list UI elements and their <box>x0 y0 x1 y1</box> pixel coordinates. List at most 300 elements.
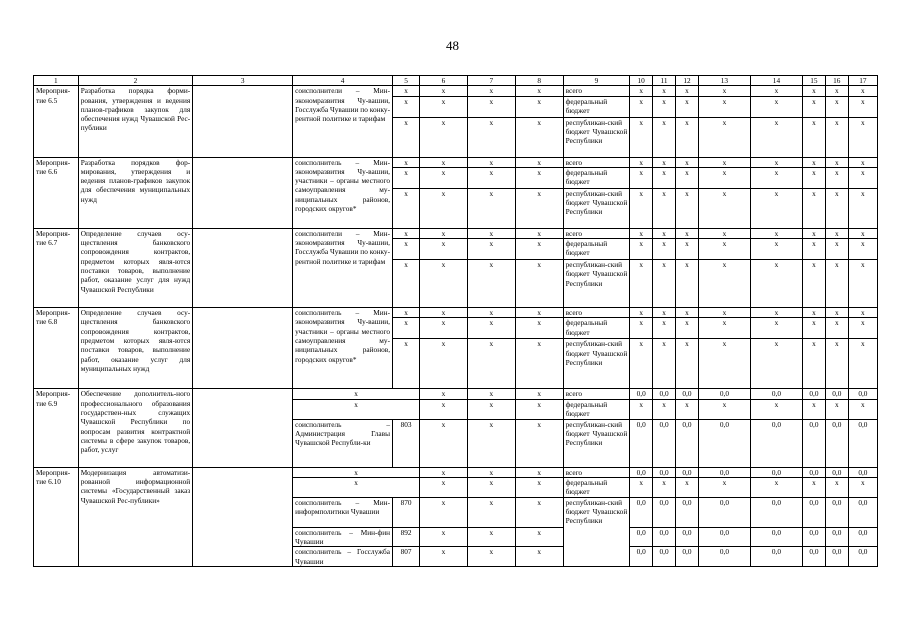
value-cell: x <box>420 239 468 260</box>
grbs-code: 807 <box>393 547 420 567</box>
value-cell: x <box>750 188 802 228</box>
value-cell: 0,0 <box>848 389 877 399</box>
value-cell: 0,0 <box>848 547 877 567</box>
value-cell: x <box>420 478 468 498</box>
value-cell: 0,0 <box>698 467 750 477</box>
value-cell: x <box>802 117 825 157</box>
value-cell: x <box>515 339 563 389</box>
value-cell: x <box>802 86 825 96</box>
header-cell: 2 <box>78 76 192 86</box>
value-cell: 0,0 <box>825 467 848 477</box>
value-cell: x <box>515 86 563 96</box>
source-federal: федеральный бюджет <box>563 399 630 419</box>
event-name: Модернизация автоматизи-рованной информационной системы «Государственный заказ Чувашской Рес-публики» <box>78 467 192 566</box>
value-cell: x <box>630 86 653 96</box>
event-name: Определение случаев осу-ществления банковского сопровождения контрактов, предметом которых явля-ются поставки товаров, выполнение работ, оказание услуг для муниципальных нужд <box>78 308 192 389</box>
value-cell: x <box>825 167 848 188</box>
value-cell: 0,0 <box>653 527 676 547</box>
value-cell: x <box>515 318 563 339</box>
value-cell: 0,0 <box>653 419 676 467</box>
value-cell: x <box>467 157 515 167</box>
value-cell: x <box>467 260 515 308</box>
value-cell: x <box>515 228 563 238</box>
value-cell: x <box>393 167 420 188</box>
value-cell: 0,0 <box>802 527 825 547</box>
value-cell: x <box>848 260 877 308</box>
value-cell: x <box>393 86 420 96</box>
value-cell: x <box>467 188 515 228</box>
value-cell: x <box>467 339 515 389</box>
value-cell: x <box>653 399 676 419</box>
event-code: Мероприя-тие 6.8 <box>34 308 79 389</box>
source-federal: федеральный бюджет <box>563 239 630 260</box>
event-executor: соисполнитель – Администрация Главы Чувашской Республи-ки <box>293 419 393 467</box>
source-total: всего <box>563 467 630 477</box>
value-cell: 0,0 <box>653 497 676 527</box>
value-cell: x <box>393 339 420 389</box>
value-cell: x <box>467 467 515 477</box>
value-cell: x <box>653 339 676 389</box>
value-cell: x <box>825 318 848 339</box>
value-cell: x <box>467 96 515 117</box>
header-cell: 6 <box>420 76 468 86</box>
value-cell: x <box>653 96 676 117</box>
value-cell: x <box>653 239 676 260</box>
value-cell: x <box>420 497 468 527</box>
value-cell: x <box>630 339 653 389</box>
value-cell: x <box>825 228 848 238</box>
header-cell: 7 <box>467 76 515 86</box>
value-cell: x <box>848 157 877 167</box>
value-cell: x <box>420 96 468 117</box>
value-cell: 0,0 <box>750 527 802 547</box>
header-cell: 14 <box>750 76 802 86</box>
value-cell: x <box>750 157 802 167</box>
value-cell: 0,0 <box>825 389 848 399</box>
value-cell: x <box>750 86 802 96</box>
value-cell: x <box>420 260 468 308</box>
value-cell: x <box>420 308 468 318</box>
value-cell: x <box>698 239 750 260</box>
header-cell: 3 <box>193 76 293 86</box>
header-cell: 10 <box>630 76 653 86</box>
value-cell: x <box>698 86 750 96</box>
value-cell: x <box>750 228 802 238</box>
event-row <box>34 467 878 477</box>
value-cell: x <box>467 308 515 318</box>
grbs-code: 803 <box>393 419 420 467</box>
header-cell: 9 <box>563 76 630 86</box>
value-cell: x <box>393 228 420 238</box>
value-cell: 0,0 <box>676 497 699 527</box>
value-cell: x <box>698 339 750 389</box>
value-cell: 0,0 <box>653 467 676 477</box>
event-name: Определение случаев осу-ществления банковского сопровождения контрактов, предметом которых явля-ются поставки товаров, выполнение работ, оказание услуг для нужд Чувашской Республики <box>78 228 192 307</box>
source-total: всего <box>563 86 630 96</box>
source-republic: республикан-ский бюджет Чувашской Республики <box>563 497 630 566</box>
source-republic: республикан-ский бюджет Чувашской Республики <box>563 339 630 389</box>
value-cell: x <box>825 260 848 308</box>
event-code: Мероприя-тие 6.7 <box>34 228 79 307</box>
value-cell: x <box>515 399 563 419</box>
value-cell: x <box>676 318 699 339</box>
value-cell: x <box>848 228 877 238</box>
header-cell: 16 <box>825 76 848 86</box>
value-cell: x <box>420 547 468 567</box>
value-cell: x <box>653 117 676 157</box>
empty-cell <box>193 157 293 228</box>
value-cell: x <box>825 308 848 318</box>
value-cell: x <box>467 117 515 157</box>
value-cell: x <box>630 157 653 167</box>
value-cell: x <box>825 157 848 167</box>
value-cell: x <box>653 228 676 238</box>
value-cell: 0,0 <box>676 419 699 467</box>
value-cell: x <box>515 308 563 318</box>
value-cell: x <box>630 318 653 339</box>
value-cell: x <box>293 389 420 399</box>
value-cell: x <box>630 167 653 188</box>
value-cell: x <box>698 478 750 498</box>
value-cell: x <box>467 239 515 260</box>
event-executor: соисполнитель – Мин-экономразвития Чу-вашии, участники – органы местного самоуправления му-ниципальных районов, городских округов* <box>293 157 393 228</box>
value-cell: x <box>825 339 848 389</box>
value-cell: x <box>420 86 468 96</box>
header-cell: 12 <box>676 76 699 86</box>
source-federal: федеральный бюджет <box>563 96 630 117</box>
value-cell: x <box>420 419 468 467</box>
value-cell: 0,0 <box>630 547 653 567</box>
value-cell: x <box>802 308 825 318</box>
value-cell: x <box>698 188 750 228</box>
value-cell: x <box>420 399 468 419</box>
value-cell: x <box>848 318 877 339</box>
value-cell: 0,0 <box>848 497 877 527</box>
value-cell: x <box>653 260 676 308</box>
value-cell: x <box>802 228 825 238</box>
value-cell: 0,0 <box>676 467 699 477</box>
value-cell: x <box>467 419 515 467</box>
event-code: Мероприя-тие 6.9 <box>34 389 79 467</box>
event-code: Мероприя-тие 6.10 <box>34 467 79 566</box>
value-cell: 0,0 <box>750 419 802 467</box>
event-executor: соисполнители – Мин-экономразвития Чу-вашии, Госслужба Чувашии по конку-рентной политике и тарифам <box>293 86 393 157</box>
value-cell: x <box>676 117 699 157</box>
value-cell: x <box>293 467 420 477</box>
value-cell: x <box>515 239 563 260</box>
value-cell: x <box>802 399 825 419</box>
header-cell: 1 <box>34 76 79 86</box>
value-cell: x <box>802 478 825 498</box>
value-cell: x <box>420 318 468 339</box>
source-federal: федеральный бюджет <box>563 478 630 498</box>
event-code: Мероприя-тие 6.5 <box>34 86 79 157</box>
value-cell: x <box>293 399 420 419</box>
value-cell: x <box>630 188 653 228</box>
value-cell: 0,0 <box>825 527 848 547</box>
value-cell: 0,0 <box>825 547 848 567</box>
value-cell: x <box>653 167 676 188</box>
source-total: всего <box>563 157 630 167</box>
value-cell: x <box>848 86 877 96</box>
value-cell: x <box>630 478 653 498</box>
value-cell: 0,0 <box>848 419 877 467</box>
value-cell: x <box>698 157 750 167</box>
value-cell: x <box>630 117 653 157</box>
value-cell: x <box>515 467 563 477</box>
header-cell: 5 <box>393 76 420 86</box>
source-total: всего <box>563 228 630 238</box>
header-cell: 11 <box>653 76 676 86</box>
source-federal: федеральный бюджет <box>563 318 630 339</box>
value-cell: x <box>750 399 802 419</box>
value-cell: x <box>653 318 676 339</box>
value-cell: x <box>515 117 563 157</box>
program-events-table <box>33 75 878 567</box>
value-cell: x <box>467 318 515 339</box>
empty-cell <box>193 389 293 467</box>
value-cell: x <box>420 228 468 238</box>
value-cell: x <box>825 478 848 498</box>
value-cell: 0,0 <box>750 497 802 527</box>
value-cell: x <box>750 339 802 389</box>
value-cell: x <box>848 96 877 117</box>
value-cell: x <box>676 167 699 188</box>
value-cell: x <box>467 167 515 188</box>
grbs-code: 892 <box>393 527 420 547</box>
header-cell: 13 <box>698 76 750 86</box>
event-row <box>34 86 878 96</box>
event-row <box>34 389 878 399</box>
value-cell: 0,0 <box>750 547 802 567</box>
value-cell: x <box>467 478 515 498</box>
event-executor: соисполнитель – Госслужба Чувашии <box>293 547 393 567</box>
value-cell: x <box>698 318 750 339</box>
value-cell: x <box>515 188 563 228</box>
header-cell: 15 <box>802 76 825 86</box>
value-cell: x <box>698 308 750 318</box>
value-cell: x <box>467 389 515 399</box>
value-cell: x <box>802 188 825 228</box>
value-cell: x <box>467 86 515 96</box>
value-cell: x <box>848 399 877 419</box>
value-cell: 0,0 <box>676 547 699 567</box>
value-cell: 0,0 <box>698 419 750 467</box>
value-cell: x <box>676 239 699 260</box>
value-cell: x <box>467 228 515 238</box>
value-cell: x <box>515 96 563 117</box>
value-cell: x <box>676 188 699 228</box>
value-cell: x <box>750 96 802 117</box>
empty-cell <box>193 467 293 566</box>
value-cell: x <box>676 478 699 498</box>
value-cell: x <box>420 117 468 157</box>
event-row <box>34 228 878 238</box>
value-cell: 0,0 <box>653 547 676 567</box>
value-cell: x <box>676 157 699 167</box>
value-cell: x <box>825 239 848 260</box>
value-cell: x <box>848 478 877 498</box>
value-cell: x <box>802 318 825 339</box>
value-cell: x <box>630 399 653 419</box>
table-header-row <box>34 76 878 86</box>
value-cell: x <box>676 260 699 308</box>
value-cell: x <box>676 399 699 419</box>
source-republic: республикан-ский бюджет Чувашской Республики <box>563 188 630 228</box>
value-cell: x <box>630 308 653 318</box>
value-cell: x <box>653 157 676 167</box>
value-cell: x <box>515 167 563 188</box>
value-cell: x <box>515 260 563 308</box>
value-cell: 0,0 <box>630 497 653 527</box>
value-cell: x <box>653 478 676 498</box>
value-cell: x <box>848 339 877 389</box>
value-cell: 0,0 <box>698 389 750 399</box>
value-cell: 0,0 <box>802 467 825 477</box>
value-cell: x <box>630 228 653 238</box>
value-cell: x <box>698 167 750 188</box>
value-cell: x <box>825 188 848 228</box>
value-cell: x <box>653 188 676 228</box>
value-cell: 0,0 <box>698 547 750 567</box>
value-cell: 0,0 <box>698 527 750 547</box>
source-republic: республикан-ский бюджет Чувашской Республики <box>563 117 630 157</box>
value-cell: x <box>393 318 420 339</box>
value-cell: x <box>750 318 802 339</box>
source-federal: федеральный бюджет <box>563 167 630 188</box>
value-cell: x <box>802 260 825 308</box>
value-cell: 0,0 <box>676 527 699 547</box>
event-executor: соисполнитель – Мин-экономразвития Чу-вашии, участники – органы местного самоуправления му-ниципальных районов, городских округов* <box>293 308 393 389</box>
value-cell: x <box>698 96 750 117</box>
value-cell: x <box>825 96 848 117</box>
value-cell: x <box>467 547 515 567</box>
value-cell: 0,0 <box>802 419 825 467</box>
event-executor: соисполнитель – Мин-информполитики Чувашии <box>293 497 393 527</box>
value-cell: x <box>515 419 563 467</box>
value-cell: x <box>393 117 420 157</box>
event-name: Обеспечение дополнитель-ного профессионального образования государствен-ных служащих Чувашской Республики по вопросам развития контрактной системы в сфере закупок товаров, работ, услуг <box>78 389 192 467</box>
value-cell: x <box>676 96 699 117</box>
value-cell: x <box>293 478 420 498</box>
value-cell: x <box>630 239 653 260</box>
value-cell: x <box>825 86 848 96</box>
event-row <box>34 308 878 318</box>
value-cell: x <box>393 188 420 228</box>
value-cell: x <box>698 117 750 157</box>
value-cell: 0,0 <box>630 467 653 477</box>
value-cell: x <box>750 239 802 260</box>
value-cell: x <box>676 86 699 96</box>
value-cell: x <box>750 117 802 157</box>
header-cell: 17 <box>848 76 877 86</box>
value-cell: x <box>420 157 468 167</box>
value-cell: x <box>515 157 563 167</box>
empty-cell <box>193 228 293 307</box>
value-cell: 0,0 <box>698 497 750 527</box>
value-cell: x <box>515 478 563 498</box>
value-cell: x <box>393 260 420 308</box>
value-cell: x <box>750 478 802 498</box>
value-cell: 0,0 <box>802 497 825 527</box>
value-cell: x <box>750 167 802 188</box>
value-cell: x <box>515 547 563 567</box>
value-cell: 0,0 <box>825 497 848 527</box>
value-cell: x <box>630 260 653 308</box>
value-cell: x <box>802 167 825 188</box>
value-cell: x <box>848 117 877 157</box>
value-cell: x <box>393 96 420 117</box>
value-cell: x <box>420 389 468 399</box>
value-cell: x <box>467 527 515 547</box>
event-executor: соисполнитель – Мин-фин Чувашии <box>293 527 393 547</box>
value-cell: x <box>802 239 825 260</box>
source-total: всего <box>563 389 630 399</box>
value-cell: 0,0 <box>676 389 699 399</box>
value-cell: x <box>802 96 825 117</box>
value-cell: x <box>698 228 750 238</box>
value-cell: 0,0 <box>630 419 653 467</box>
event-row <box>34 157 878 167</box>
value-cell: 0,0 <box>825 419 848 467</box>
empty-cell <box>193 308 293 389</box>
value-cell: x <box>467 497 515 527</box>
value-cell: 0,0 <box>802 547 825 567</box>
value-cell: 0,0 <box>630 389 653 399</box>
value-cell: x <box>750 308 802 318</box>
header-cell: 4 <box>293 76 393 86</box>
value-cell: 0,0 <box>750 389 802 399</box>
value-cell: 0,0 <box>653 389 676 399</box>
value-cell: x <box>676 339 699 389</box>
value-cell: x <box>825 399 848 419</box>
value-cell: x <box>653 86 676 96</box>
page-number: 48 <box>446 38 459 53</box>
event-name: Разработка порядков фор-мирования, утверждения и ведения планов-графиков закупок для обеспечения муниципальных нужд <box>78 157 192 228</box>
value-cell: 0,0 <box>802 389 825 399</box>
value-cell: x <box>420 188 468 228</box>
value-cell: x <box>393 308 420 318</box>
value-cell: x <box>515 389 563 399</box>
value-cell: x <box>848 308 877 318</box>
value-cell: x <box>802 339 825 389</box>
event-code: Мероприя-тие 6.6 <box>34 157 79 228</box>
source-republic: республикан-ский бюджет Чувашской Республики <box>563 419 630 467</box>
event-executor: соисполнители – Мин-экономразвития Чу-вашии, Госслужба Чувашии по конку-рентной политике и тарифам <box>293 228 393 307</box>
value-cell: x <box>802 157 825 167</box>
value-cell: x <box>630 96 653 117</box>
value-cell: x <box>750 260 802 308</box>
value-cell: x <box>676 308 699 318</box>
value-cell: x <box>698 399 750 419</box>
value-cell: x <box>848 188 877 228</box>
value-cell: x <box>420 527 468 547</box>
value-cell: x <box>420 167 468 188</box>
value-cell: 0,0 <box>630 527 653 547</box>
value-cell: x <box>420 339 468 389</box>
value-cell: 0,0 <box>848 467 877 477</box>
value-cell: x <box>393 239 420 260</box>
grbs-code: 870 <box>393 497 420 527</box>
value-cell: x <box>515 527 563 547</box>
source-total: всего <box>563 308 630 318</box>
value-cell: x <box>467 399 515 419</box>
source-republic: республикан-ский бюджет Чувашской Республики <box>563 260 630 308</box>
value-cell: x <box>420 467 468 477</box>
value-cell: x <box>515 497 563 527</box>
value-cell: x <box>653 308 676 318</box>
value-cell: x <box>848 167 877 188</box>
